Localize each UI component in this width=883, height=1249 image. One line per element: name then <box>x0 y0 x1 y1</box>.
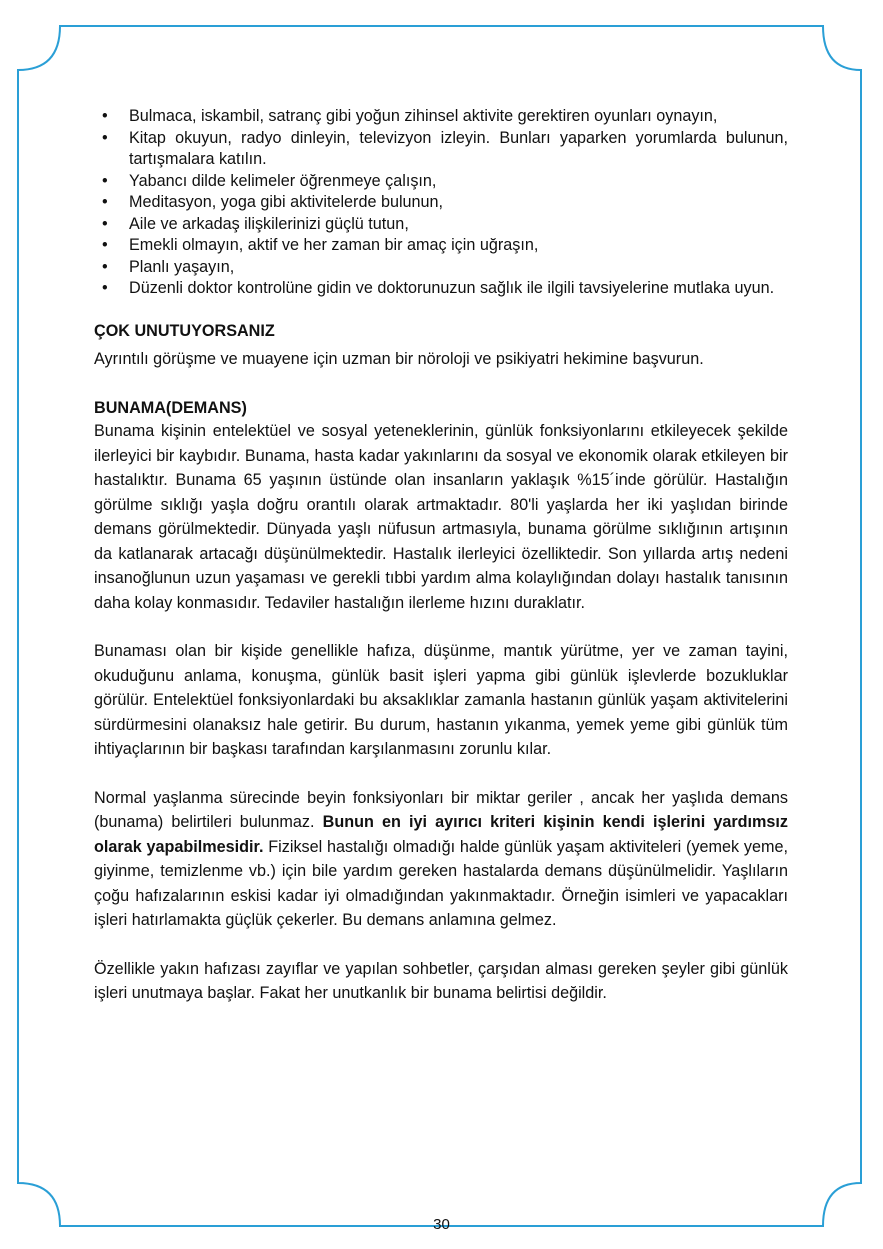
key-criterion-bold-text: Bunun en iyi ayırıcı kriteri kişinin kendi işlerini yardımsız olarak yapabilmesidir. <box>94 813 788 856</box>
list-item <box>94 192 788 214</box>
list-item <box>94 278 788 300</box>
list-item-text: Düzenli doktor kontrolüne gidin ve doktorunuzun sağlık ile ilgili tavsiyelerine mutlaka uyun. <box>129 279 775 297</box>
list-item-text: Yabancı dilde kelimeler öğrenmeye çalışın, <box>129 171 437 190</box>
bullet-icon: • <box>102 107 108 125</box>
bullet-icon: • <box>102 236 108 254</box>
page-number: 30 <box>433 1216 450 1233</box>
paragraph-dementia-symptoms: Bunaması olan bir kişide genellikle hafıza, düşünme, mantık yürütme, yer ve zaman tayini, okuduğunu anlama, konuşma, günlük basit işleri yapma gibi günlük işlevlerde bozukluklar görülür. Entelektüel fonksiyonlardaki bu aksaklıklar zamanla hastanın günlük yaşam aktivitelerini sürdürmesini olanaksız hale getirir. Bu durum, hastanın yıkanma, yemek yeme gibi günlük tüm ihtiyaçlarının bir başkası tarafından karşılanmasını zorunlu kılar. <box>94 642 788 758</box>
bullet-icon: • <box>102 193 108 211</box>
bullet-icon: • <box>102 257 108 276</box>
list-item-text: Bulmaca, iskambil, satranç gibi yoğun zihinsel aktivite gerektiren oyunları oynayın, <box>129 107 718 125</box>
paragraph-text: Normal yaşlanma sürecinde beyin fonksiyonları bir miktar geriler , ancak her yaşlıda demans (bunama) belirtileri bulunmaz. <box>94 788 788 831</box>
list-item-text: Aile ve arkadaş ilişkilerinizi güçlü tutun, <box>129 214 409 233</box>
list-item-text: Planlı yaşayın, <box>129 257 235 276</box>
list-item <box>94 214 788 236</box>
paragraph-dementia-definition: Bunama kişinin entelektüel ve sosyal yeteneklerinin, günlük fonksiyonlarını etkileyecek şekilde ilerleyici bir kaybıdır. Bunama, hasta kadar yakınlarını da sosyal ve ekonomik olarak etkileyen bir hastalıktır. Bunama 65 yaşının üstünde olan insanların yaklaşık %15´inde görülür. Hastalığın görülme sıklığı yaşla doğru orantılı olarak artmaktadır. 80'li yaşlarda her iki yaşlıdan birinde demans görülmektedir. Dünyada yaşlı nüfusun artmasıyla, bunama görülme sıklığının artışının da katlanarak artacağı düşünülmektedir. Hastalık ilerleyici özelliktedir. Son yıllarda artış nedeni insanoğlunun uzun yaşaması ve gerekli tıbbi yardım alma kolaylığından dolayı hastalık tanısının daha kolay konmasıdır. Tedaviler hastalığın ilerleme hızını duraklatır. <box>94 422 788 612</box>
list-item <box>94 106 788 128</box>
section-heading-dementia: BUNAMA(DEMANS) <box>94 398 247 417</box>
paragraph-forgetfulness-note: Özellikle yakın hafızası zayıflar ve yapılan sohbetler, çarşıdan alması gereken şeyler gibi günlük işleri unutmaya başlar. Fakat her unutkanlık bir bunama belirtisi değildir. <box>94 959 788 1002</box>
bullet-icon: • <box>102 214 108 233</box>
recommendation-list <box>94 106 788 300</box>
list-item-text: Kitap okuyun, radyo dinleyin, televizyon izleyin. Bunları yaparken yorumlarda bulunun, tartışmalara katılın. <box>129 128 788 168</box>
list-item <box>94 257 788 279</box>
bullet-icon: • <box>102 128 108 147</box>
list-item <box>94 171 788 193</box>
bullet-icon: • <box>102 279 108 297</box>
list-item <box>94 128 788 171</box>
paragraph-text: Fiziksel hastalığı olmadığı halde günlük yaşam aktiviteleri (yemek yeme, giyinme, temizlenme vb.) için bile yardım gereken hastalarda demans düşünülmelidir. Yaşlıların çoğu hafızalarının eskisi kadar iyi olmadığından yakınmaktadır. Örneğin isimleri ve yapacakları işleri hatırlamakta güçlük çekerler. Bu demans anlamına gelmez. <box>94 837 789 929</box>
list-item-text: Meditasyon, yoga gibi aktivitelerde bulunun, <box>129 193 444 211</box>
list-item-text: Emekli olmayın, aktif ve her zaman bir amaç için uğraşın, <box>129 236 539 254</box>
paragraph-consult-doctor: Ayrıntılı görüşme ve muayene için uzman bir nöroloji ve psikiyatri hekimine başvurun. <box>94 350 704 368</box>
page-content <box>94 106 788 1006</box>
section-heading-forgetfulness: ÇOK UNUTUYORSANIZ <box>94 321 275 340</box>
list-item <box>94 235 788 257</box>
paragraph-normal-aging <box>94 786 788 933</box>
bullet-icon: • <box>102 171 108 190</box>
